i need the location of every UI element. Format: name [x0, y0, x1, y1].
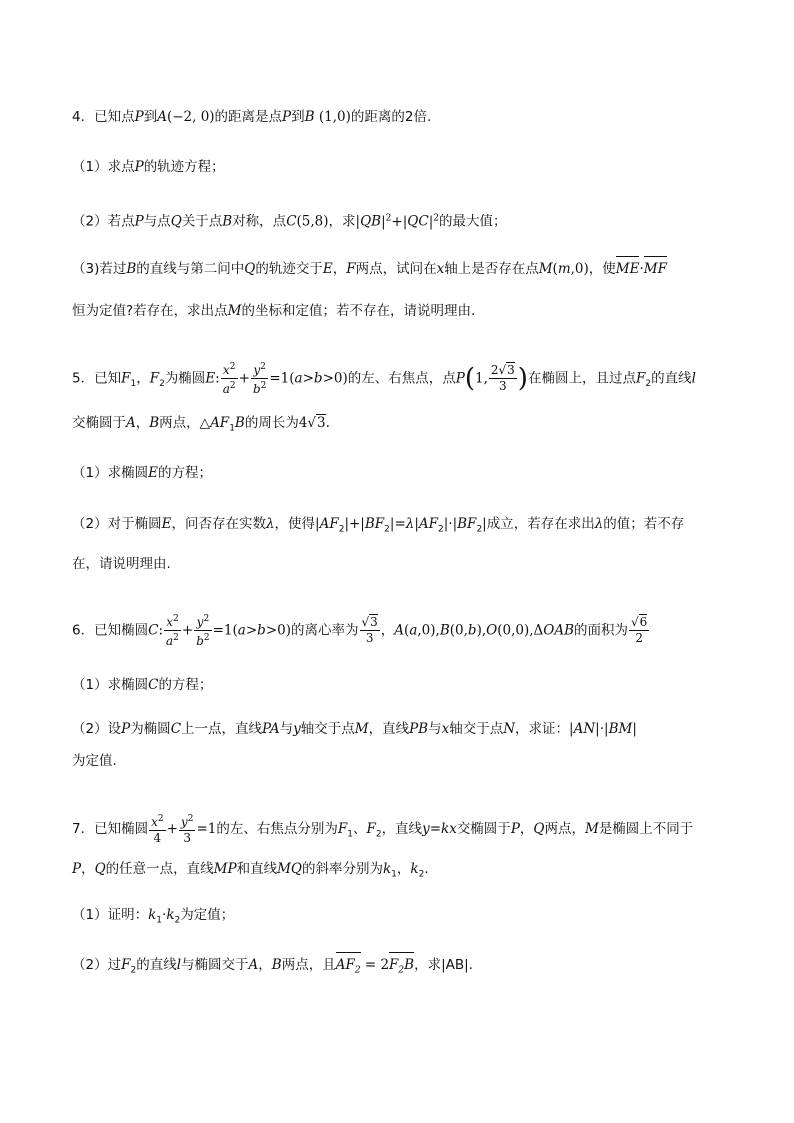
text: （1）求椭圆 — [72, 677, 149, 693]
text: 的直线 — [136, 957, 177, 973]
text: 的左、右焦点分别为 — [216, 821, 338, 837]
text: ，直线 — [368, 721, 410, 737]
text: ，使 — [588, 261, 616, 277]
text: ，使得 — [274, 516, 316, 532]
text: ，问否存在实数 — [171, 516, 266, 532]
text: 为椭圆 — [130, 721, 171, 737]
text: 对称，点 — [232, 213, 287, 230]
problem-4-stem: 4．已知点P到A(−2, 0)的距离是点P到B (1,0)的距离的2倍. — [72, 109, 432, 125]
text: 的直线与第二问中 — [136, 261, 245, 277]
problem-4-q3: （3)若过B的直线与第二问中Q的轨迹交于E，F两点，试问在x轴上是否存在点M(m,0)，使ME·MF — [72, 258, 732, 280]
text: （1）求椭圆 — [72, 465, 149, 481]
text: 两点，试问在 — [355, 261, 437, 277]
problem-5-line2: 交椭圆于A，B两点，$\triangle AF_1B$的周长为4√3. — [72, 415, 330, 434]
text: 为定值. — [72, 753, 117, 769]
text: . — [424, 861, 429, 877]
text: 的轨迹方程； — [143, 159, 225, 175]
text: 的轨迹交于 — [255, 261, 323, 277]
problem-5-q2-line2 — [72, 553, 732, 575]
text: 的距离是点 — [214, 109, 283, 125]
text: 的任意一点，直线 — [105, 861, 214, 877]
text: 的坐标和定值；若不存在，请说明理由. — [241, 303, 476, 319]
text: 6．已知椭圆 — [72, 622, 149, 639]
text: 两点， — [544, 821, 585, 837]
problem-7-line2: P，Q的任意一点，直线MP和直线MQ的斜率分别为$k_1$，$k_2$. — [72, 861, 429, 880]
text: 在椭圆上，且过点 — [527, 370, 636, 387]
text: 4．已知点 — [72, 109, 135, 125]
text: （1）求点 — [72, 159, 135, 175]
text: 的距离的2倍. — [350, 109, 432, 125]
text: 关于点 — [181, 213, 223, 230]
problem-7-stem: 7．已知椭圆 $\frac{x^2}{4}$ + $\frac{y^2}{3}$ =1的左、右焦点分别为$F_1$、$F_2$，直线y=kx交椭圆于P，Q两点，M是椭圆上不同于 — [72, 814, 694, 845]
text: 的直线 — [651, 370, 692, 387]
text: 交椭圆于 — [456, 821, 511, 837]
text: ， — [380, 622, 395, 639]
problem-5-q2: （2）对于椭圆E，问否存在实数λ，使得$|AF_2|+|BF_2|=\lambda|AF_2|\cdot|BF_2|$成立，若存在求出λ的值；若不存 — [72, 516, 685, 535]
text: 和直线 — [236, 861, 278, 877]
text: 的左、右焦点，点 — [347, 370, 456, 387]
problem-6-stem: 6．已知椭圆C: $\frac{x^2}{a^2}$ + $\frac{y^2}{b^2}$ =1(a>b>0)的离心率为 $\frac{√3}{3}$ ，A(a,0),B(0,b),O(0,0),ΔOAB的面积为 $\frac{√6}{2}$ — [72, 614, 648, 648]
text: 轴交于点 — [449, 721, 504, 737]
text: （2）若点 — [72, 213, 135, 230]
text: 的方程； — [157, 465, 212, 481]
text: 7．已知椭圆 — [72, 821, 149, 837]
text: ，求 — [328, 213, 356, 230]
problem-7-q2: （2）过$F_2$的直线l与椭圆交于A，B两点，且$AF_2 = 2F_2B$，求|AB|. — [72, 954, 732, 982]
text: 到 — [291, 109, 305, 125]
text: 恒为定值?若存在，求出点 — [72, 303, 228, 319]
text: 成立，若存在求出 — [486, 516, 595, 532]
text: 到 — [143, 109, 158, 125]
text: 两点， — [159, 415, 200, 431]
text: （1）证明： — [72, 907, 149, 923]
text: 与点 — [143, 213, 171, 230]
text: ， — [332, 261, 347, 277]
text: 两点，且 — [281, 957, 336, 973]
text: ， — [135, 415, 150, 431]
problem-5-q1: （1）求椭圆E的方程； — [72, 465, 212, 481]
text: （2）对于椭圆 — [72, 516, 162, 532]
text: 是椭圆上不同于 — [598, 821, 694, 837]
text: ，直线 — [381, 821, 423, 837]
text: 的周长为 — [244, 415, 299, 431]
text: 的最大值； — [438, 213, 507, 230]
text: 为椭圆 — [164, 370, 206, 387]
text: 交椭圆于 — [72, 415, 126, 431]
text: 上一点，直线 — [181, 721, 263, 737]
text: （2）过 — [72, 957, 122, 973]
text: 为定值； — [180, 907, 235, 923]
text: ，求证： — [515, 721, 570, 737]
text: 的方程； — [158, 677, 213, 693]
problem-6-q1: （1）求椭圆C的方程； — [72, 677, 213, 693]
text: （3)若过 — [72, 261, 127, 277]
text: 的离心率为 — [291, 622, 359, 639]
problem-7-q1: （1）证明：$k_1\cdot k_2$为定值； — [72, 907, 235, 926]
text: 与椭圆交于 — [181, 957, 249, 973]
text: 5．已知 — [72, 370, 122, 387]
text: ，求|AB|. — [414, 957, 473, 973]
text: 在，请说明理由. — [72, 556, 171, 572]
problem-4-q1: （1）求点P的轨迹方程； — [72, 159, 225, 175]
text: 的面积为 — [574, 622, 629, 639]
problem-6-q2: （2）设P为椭圆C上一点，直线PA与y轴交于点M，直线PB与x轴交于点N，求证：|AN|·|BM| — [72, 721, 637, 737]
problem-4-q3-line2: 恒为定值?若存在，求出点M的坐标和定值；若不存在，请说明理由. — [72, 303, 476, 319]
text: 与 — [428, 721, 442, 737]
text: （2）设 — [72, 721, 122, 737]
text: ， — [136, 370, 150, 387]
text: 与 — [279, 721, 294, 737]
text: 的斜率分别为 — [301, 861, 383, 877]
text: 轴上是否存在点 — [444, 261, 539, 277]
problem-5-stem: 5．已知$F_1$，$F_2$为椭圆E: $\frac{x^2}{a^2}$ + $\frac{y^2}{b^2}$ =1(a>b>0)的左、右焦点，点P(1, $\frac{2√3}{3}$ )在椭圆上，且过点$F_2$的直线l — [72, 362, 696, 396]
text: 轴交于点 — [300, 721, 355, 737]
problem-4-q2: （2）若点P与点Q关于点B对称，点C(5,8)，求$|QB|^2+|QC|^2$的最大值； — [72, 213, 507, 230]
problem-6-q2-line2 — [72, 750, 732, 772]
text: 的值；若不存 — [603, 516, 685, 532]
